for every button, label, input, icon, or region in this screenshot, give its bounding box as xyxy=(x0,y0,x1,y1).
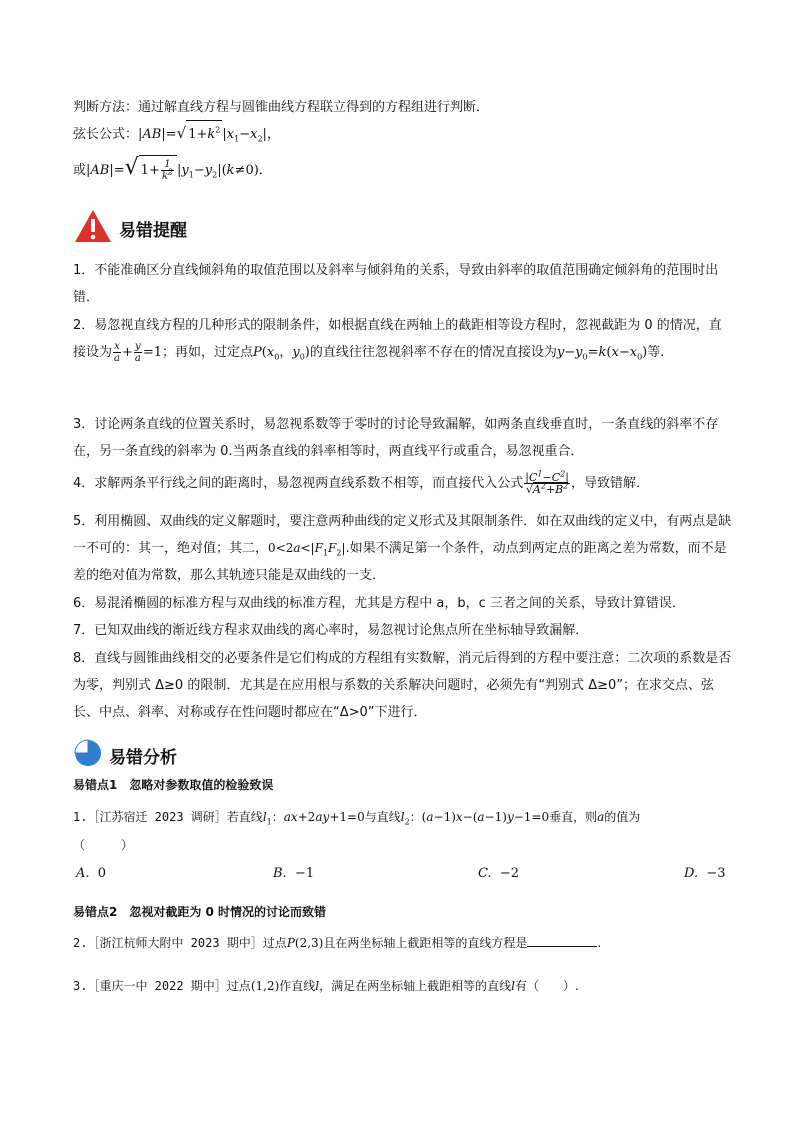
warning-item-7: 7．已知双曲线的渐近线方程求双曲线的离心率时，易忽视讨论焦点所在坐标轴导致漏解． xyxy=(73,623,589,638)
warning-item-3: 3．讨论两条直线的位置关系时，易忽视系数等于零时的讨论导致漏解，如两条直线垂直时，一条直线的斜率不存在，另一条直线的斜率为 0.当两条直线的斜率相等时，两直线平行或重合，易忽视重合． xyxy=(73,417,719,459)
warning-icon xyxy=(73,208,113,248)
error-point-2: 易错点2 忽视对截距为 0 时情况的讨论而致错 xyxy=(73,905,327,919)
chord-length-formula-alt xyxy=(73,154,733,184)
choice-a[interactable]: A. 0 xyxy=(76,866,107,881)
warning-item-5: 5．利用椭圆、双曲线的定义解题时，要注意两种曲线的定义形式及其限制条件．如在双曲线的定义中，有两点是缺一不可的：其一，绝对值；其二，$0<2a<|F_1F_2|$.如果不满足第一个条件，动点到两定点的距离之差为常数，而不是差的绝对值为常数，那么其轨迹只能是双曲线的一支． xyxy=(73,514,732,583)
question-2: 2.［浙江杭师大附中 2023 期中］过点P(2,3)且在两坐标轴上截距相等的直线方程是 . xyxy=(73,936,602,950)
judge-text: 通过解直线方程与圆锥曲线方程联立得到的方程组进行判断． xyxy=(138,100,490,115)
question-1-paren: （ ） xyxy=(73,838,134,852)
pie-icon xyxy=(73,738,103,772)
question-3: 3.［重庆一中 2022 期中］过点(1,2)作直线l，满足在两坐标轴上截距相等的直线l有（ ）. xyxy=(73,979,579,993)
warning-item-8: 8．直线与圆锥曲线相交的必要条件是它们构成的方程组有实数解，消元后得到的方程中要注意：二次项的系数是否为零，判别式 Δ≥0 的限制．尤其是在应用根与系数的关系解决问题时，必须先有“判别式 Δ≥0”；在求交点、弦长、中点、斜率、对称或存在性问题时都应在“Δ>0”下进行． xyxy=(73,651,732,720)
or-label: 或 xyxy=(73,163,87,178)
analysis-title: 易错分析 xyxy=(109,747,177,768)
warning-section-header xyxy=(73,208,187,248)
warning-title: 易错提醒 xyxy=(119,220,187,241)
chord-length-formula xyxy=(73,120,733,148)
judge-method-line xyxy=(73,94,733,121)
choice-c[interactable]: C. −2 xyxy=(478,866,520,881)
chord-formula-2: |AB|=√ 1+ $\frac{1}{k^2}$ $|y_1-y_2|(k\ne 0)$． xyxy=(86,155,272,182)
analysis-section-header xyxy=(73,738,177,772)
chord-formula-1: |AB|=√ $1+k^2$ $|x_1-x_2|$， xyxy=(138,127,280,142)
choice-d[interactable]: D. −3 xyxy=(684,866,726,881)
choice-b[interactable]: B. −1 xyxy=(273,866,315,881)
error-point-1: 易错点1 忽略对参数取值的检验致误 xyxy=(73,778,274,792)
chord-label: 弦长公式： xyxy=(73,127,139,142)
warning-item-4: 4．求解两条平行线之间的距离时，易忽视两直线系数不相等，而直接代入公式 $\frac{|C^1-C^2|}{√A^2+B^2}$ ，导致错解． xyxy=(73,469,649,496)
answer-blank[interactable] xyxy=(527,934,597,947)
judge-label: 判断方法： xyxy=(73,100,139,115)
warning-item-2: 2．易忽视直线方程的几种形式的限制条件，如根据直线在两轴上的截距相等设方程时，忽视截距为 0 的情况，直接设为 $\frac{x}{a}$ + $\frac{y}{a}$ =1；再如，过定点$P(x_0$，$y_0$)的直线往往忽视斜率不存在的情况直接设为$y-y_0=k(x-x_0)$等． xyxy=(73,318,722,364)
distance-formula: $\frac{|C^1-C^2|}{√A^2+B^2}$ xyxy=(525,469,569,496)
question-1: 1.［江苏宿迁 2023 调研］若直线$l_1$：ax+2ay+1=0与直线$l_2$：(a−1)x−(a−1)y−1=0垂直，则a的值为 xyxy=(73,810,641,827)
intercept-eq-fraction: $\frac{x}{a}$ xyxy=(114,341,120,364)
warning-item-1: 1．不能准确区分直线倾斜角的取值范围以及斜率与倾斜角的关系，导致由斜率的取值范围确定倾斜角的范围时出错． xyxy=(73,263,719,305)
warning-item-6: 6．易混淆椭圆的标准方程与双曲线的标准方程，尤其是方程中 a，b，c 三者之间的关系，导致计算错误． xyxy=(73,596,685,611)
